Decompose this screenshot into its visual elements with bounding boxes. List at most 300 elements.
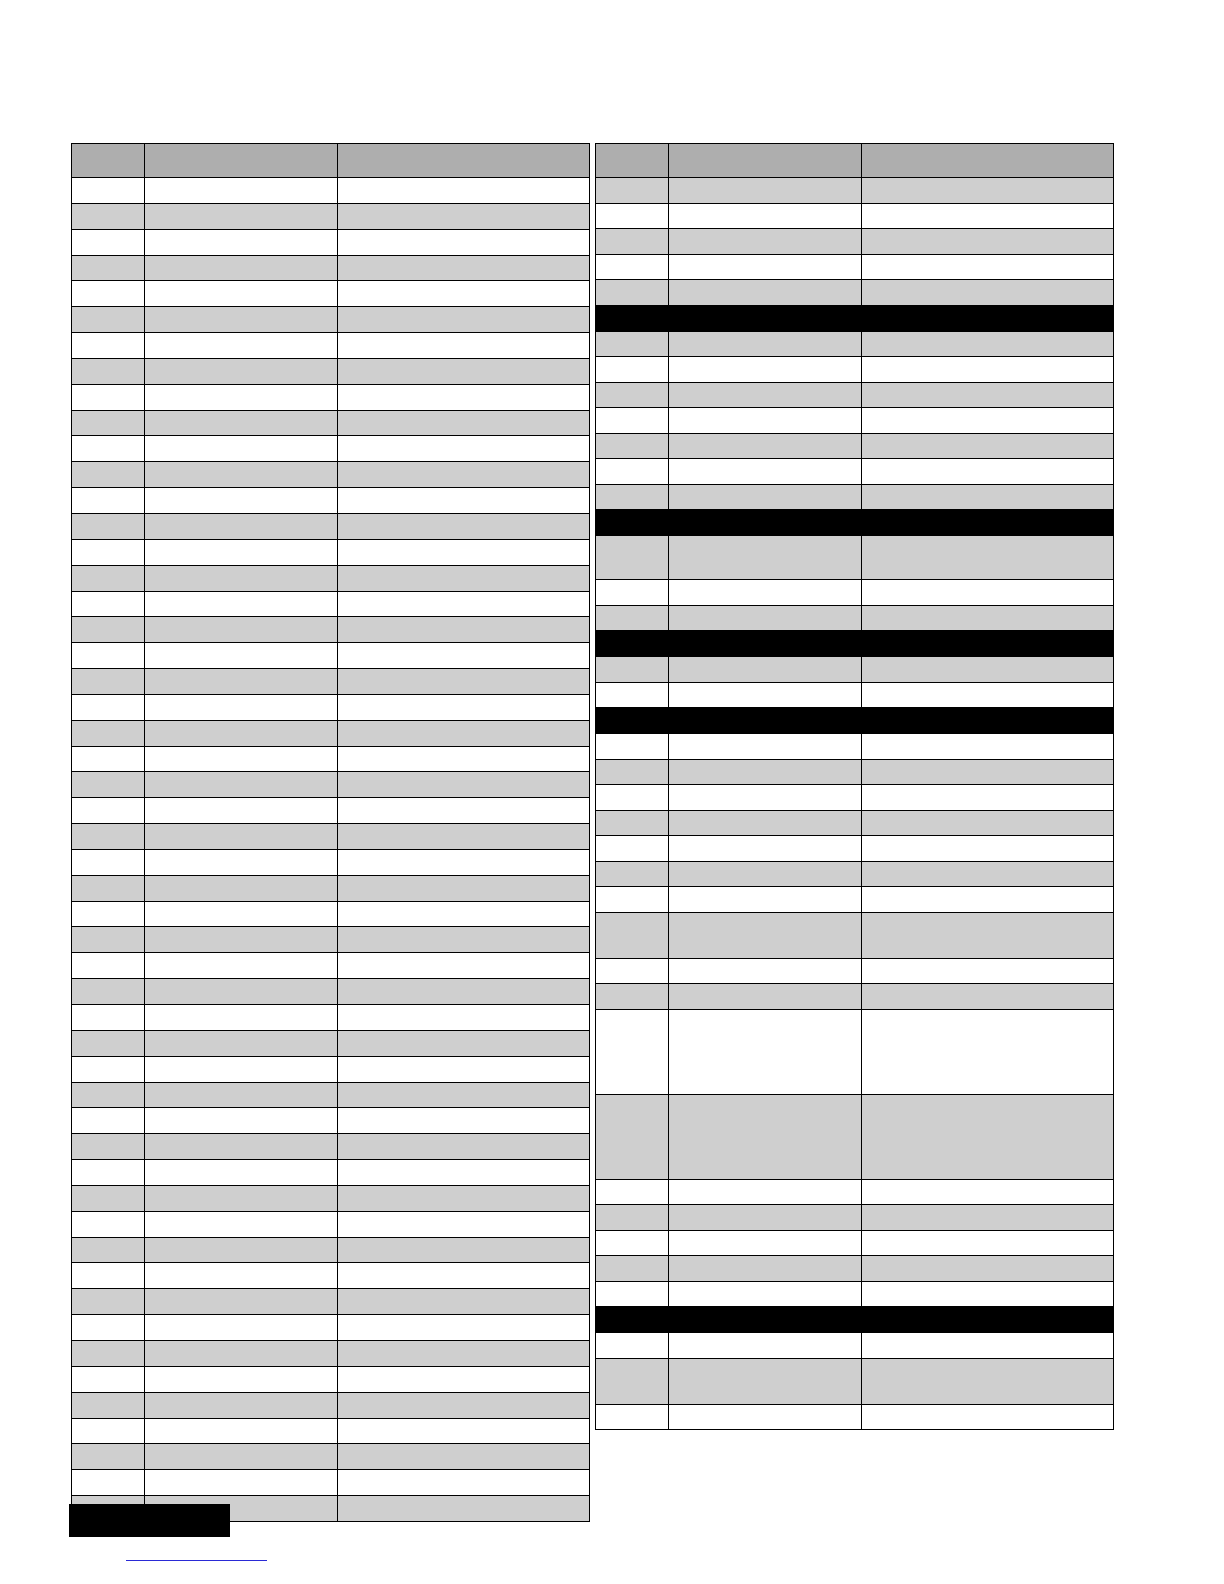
table-cell: [596, 203, 669, 229]
table-cell: [862, 178, 1114, 204]
table-row: [596, 759, 1114, 785]
table-cell: [338, 1289, 590, 1315]
table-row: [72, 953, 590, 979]
table-cell: [862, 331, 1114, 357]
header-cell: [596, 144, 669, 178]
table-cell: [145, 953, 338, 979]
table-row: [596, 580, 1114, 606]
table-cell: [72, 927, 145, 953]
table-cell: [145, 1134, 338, 1160]
table-row: [596, 861, 1114, 887]
table-cell: [669, 1230, 862, 1256]
table-row: [72, 255, 590, 281]
table-row: [72, 488, 590, 514]
table-cell: [862, 382, 1114, 408]
table-cell: [338, 798, 590, 824]
table-cell: [145, 1315, 338, 1341]
table-row: [72, 1315, 590, 1341]
table-cell: [669, 1205, 862, 1231]
table-cell: [72, 565, 145, 591]
table-row: [596, 382, 1114, 408]
table-cell: [145, 927, 338, 953]
table-row: [72, 979, 590, 1005]
table-cell: [338, 643, 590, 669]
table-cell: [669, 682, 862, 708]
table-cell: [596, 810, 669, 836]
table-cell: [338, 281, 590, 307]
table-cell: [669, 887, 862, 913]
table-cell: [72, 488, 145, 514]
table-cell: [145, 824, 338, 850]
table-cell: [596, 1094, 669, 1179]
table-cell: [338, 410, 590, 436]
table-row: [72, 875, 590, 901]
table-cell: [862, 280, 1114, 306]
table-row: [596, 459, 1114, 485]
table-cell: [338, 565, 590, 591]
table-cell: [338, 1392, 590, 1418]
table-row: [596, 958, 1114, 984]
table-cell: [669, 1256, 862, 1282]
table-row: [596, 887, 1114, 913]
table-cell: [145, 1470, 338, 1496]
table-row: [596, 1230, 1114, 1256]
table-cell: [145, 358, 338, 384]
table-cell: [338, 694, 590, 720]
table-cell: [862, 912, 1114, 958]
header-cell: [145, 144, 338, 178]
table-cell: [669, 734, 862, 760]
table-cell: [669, 382, 862, 408]
table-row: [72, 1185, 590, 1211]
table-cell: [596, 734, 669, 760]
table-cell: [669, 331, 862, 357]
table-cell: [596, 887, 669, 913]
table-row: [596, 331, 1114, 357]
footer-link[interactable]: [126, 1546, 267, 1561]
table-row: [72, 669, 590, 695]
table-cell: [669, 203, 862, 229]
table-row: [72, 1005, 590, 1031]
table-cell: [72, 1160, 145, 1186]
table-row: [72, 1082, 590, 1108]
header-cell: [72, 144, 145, 178]
table-cell: [72, 1108, 145, 1134]
table-row: [72, 281, 590, 307]
table-cell: [72, 539, 145, 565]
table-cell: [145, 307, 338, 333]
table-cell: [596, 861, 669, 887]
table-cell: [72, 1082, 145, 1108]
table-cell: [72, 875, 145, 901]
table-cell: [72, 1315, 145, 1341]
table-row: [72, 1366, 590, 1392]
table-cell: [72, 1444, 145, 1470]
table-cell: [72, 1056, 145, 1082]
table-cell: [862, 459, 1114, 485]
table-cell: [862, 433, 1114, 459]
table-cell: [338, 436, 590, 462]
table-cell: [669, 484, 862, 510]
table-cell: [862, 1358, 1114, 1404]
table-cell: [862, 861, 1114, 887]
table-row: [72, 1444, 590, 1470]
table-row: [596, 254, 1114, 280]
table-row: [596, 357, 1114, 383]
table-cell: [596, 254, 669, 280]
table-row: [596, 734, 1114, 760]
table-cell: [145, 849, 338, 875]
table-cell: [72, 669, 145, 695]
table-cell: [72, 591, 145, 617]
table-cell: [72, 1030, 145, 1056]
table-cell: [145, 1185, 338, 1211]
table-row: [596, 433, 1114, 459]
table-cell: [669, 229, 862, 255]
table-row: [596, 912, 1114, 958]
table-cell: [72, 255, 145, 281]
table-row: [72, 1211, 590, 1237]
table-cell: [669, 1358, 862, 1404]
table-cell: [145, 669, 338, 695]
table-cell: [596, 229, 669, 255]
table-cell: [669, 836, 862, 862]
table-cell: [338, 488, 590, 514]
table-cell: [145, 539, 338, 565]
table-cell: [669, 1094, 862, 1179]
table-cell: [862, 1094, 1114, 1179]
table-cell: [338, 1056, 590, 1082]
table-cell: [862, 657, 1114, 683]
table-cell: [72, 1340, 145, 1366]
table-cell: [669, 657, 862, 683]
table-cell: [596, 382, 669, 408]
table-cell: [338, 255, 590, 281]
table-row: [596, 984, 1114, 1010]
table-row: [72, 927, 590, 953]
left-table: [71, 143, 590, 1522]
table-cell: [72, 1134, 145, 1160]
table-cell: [669, 580, 862, 606]
table-cell: [596, 605, 669, 631]
table-cell: [338, 1185, 590, 1211]
table-cell: [145, 436, 338, 462]
table-cell: [72, 178, 145, 204]
table-row: [72, 720, 590, 746]
table-cell: [596, 1256, 669, 1282]
table-row: [72, 565, 590, 591]
table-row: [596, 1358, 1114, 1404]
table-row: [72, 1134, 590, 1160]
table-cell: [862, 1333, 1114, 1359]
table-cell: [338, 1005, 590, 1031]
table-cell: [145, 798, 338, 824]
table-cell: [669, 1333, 862, 1359]
table-cell: [338, 1444, 590, 1470]
table-row: [596, 1179, 1114, 1205]
table-cell: [72, 1211, 145, 1237]
table-cell: [596, 1281, 669, 1307]
table-cell: [72, 1185, 145, 1211]
table-cell: [145, 281, 338, 307]
table-cell: [862, 682, 1114, 708]
table-cell: [669, 408, 862, 434]
table-cell: [72, 953, 145, 979]
table-cell: [669, 433, 862, 459]
table-cell: [669, 1404, 862, 1430]
table-cell: [862, 1009, 1114, 1094]
table-cell: [338, 1082, 590, 1108]
table-cell: [596, 657, 669, 683]
table-cell: [145, 255, 338, 281]
table-row: [72, 617, 590, 643]
table-cell: [72, 1392, 145, 1418]
table-cell: [72, 462, 145, 488]
table-cell: [72, 798, 145, 824]
table-cell: [145, 1030, 338, 1056]
table-cell: [145, 488, 338, 514]
table-cell: [596, 785, 669, 811]
table-cell: [72, 384, 145, 410]
table-cell: [669, 1179, 862, 1205]
table-cell: [145, 1108, 338, 1134]
table-cell: [338, 1134, 590, 1160]
header-cell: [862, 144, 1114, 178]
table-cell: [72, 513, 145, 539]
table-cell: [145, 772, 338, 798]
table-cell: [145, 178, 338, 204]
table-row: [596, 1094, 1114, 1179]
table-row: [72, 436, 590, 462]
header-cell: [338, 144, 590, 178]
table-row: [72, 333, 590, 359]
table-cell: [669, 605, 862, 631]
table-cell: [145, 1289, 338, 1315]
table-cell: [862, 836, 1114, 862]
section-header-row: [596, 305, 1114, 331]
table-cell: [338, 1108, 590, 1134]
table-cell: [338, 953, 590, 979]
table-cell: [338, 1211, 590, 1237]
table-cell: [338, 1470, 590, 1496]
table-cell: [338, 384, 590, 410]
table-cell: [145, 513, 338, 539]
table-cell: [862, 958, 1114, 984]
left-table-header: [72, 144, 590, 178]
table-cell: [145, 979, 338, 1005]
table-cell: [862, 254, 1114, 280]
table-row: [72, 1237, 590, 1263]
table-cell: [145, 1392, 338, 1418]
table-row: [596, 605, 1114, 631]
table-cell: [596, 912, 669, 958]
table-cell: [596, 580, 669, 606]
table-cell: [72, 1289, 145, 1315]
table-cell: [338, 1366, 590, 1392]
table-cell: [596, 1179, 669, 1205]
table-cell: [72, 410, 145, 436]
table-cell: [862, 887, 1114, 913]
table-row: [596, 229, 1114, 255]
table-row: [596, 1256, 1114, 1282]
table-row: [596, 536, 1114, 580]
table-cell: [862, 785, 1114, 811]
table-cell: [72, 979, 145, 1005]
table-cell: [338, 1496, 590, 1522]
table-cell: [72, 901, 145, 927]
table-cell: [145, 565, 338, 591]
right-table-body: [596, 178, 1114, 1430]
table-cell: [145, 462, 338, 488]
table-cell: [72, 849, 145, 875]
table-cell: [338, 669, 590, 695]
table-cell: [596, 1404, 669, 1430]
table-cell: [669, 178, 862, 204]
table-row: [72, 229, 590, 255]
table-cell: [72, 1263, 145, 1289]
table-cell: [145, 1056, 338, 1082]
table-row: [596, 1333, 1114, 1359]
table-cell: [862, 408, 1114, 434]
table-cell: [72, 203, 145, 229]
section-header-row: [596, 510, 1114, 536]
table-cell: [669, 984, 862, 1010]
table-cell: [338, 772, 590, 798]
table-cell: [145, 591, 338, 617]
table-cell: [72, 720, 145, 746]
table-row: [72, 410, 590, 436]
table-row: [596, 1404, 1114, 1430]
table-cell: [596, 1230, 669, 1256]
table-row: [72, 849, 590, 875]
table-cell: [596, 1333, 669, 1359]
table-cell: [669, 759, 862, 785]
table-cell: [862, 605, 1114, 631]
table-cell: [596, 682, 669, 708]
table-cell: [862, 1205, 1114, 1231]
table-cell: [862, 1256, 1114, 1282]
table-cell: [72, 307, 145, 333]
table-row: [596, 280, 1114, 306]
table-cell: [145, 1340, 338, 1366]
table-cell: [862, 580, 1114, 606]
table-cell: [596, 280, 669, 306]
table-cell: [338, 875, 590, 901]
table-cell: [338, 1418, 590, 1444]
section-header-label: [596, 708, 1114, 734]
table-cell: [596, 484, 669, 510]
table-cell: [145, 1237, 338, 1263]
table-row: [72, 1418, 590, 1444]
table-cell: [338, 824, 590, 850]
table-cell: [145, 1444, 338, 1470]
table-cell: [862, 984, 1114, 1010]
footer-label-bar: [69, 1504, 230, 1537]
table-cell: [72, 229, 145, 255]
table-row: [72, 1340, 590, 1366]
table-cell: [72, 772, 145, 798]
table-cell: [596, 958, 669, 984]
table-cell: [72, 358, 145, 384]
section-header-row: [596, 708, 1114, 734]
table-row: [596, 203, 1114, 229]
section-header-row: [596, 631, 1114, 657]
table-cell: [72, 824, 145, 850]
table-cell: [596, 984, 669, 1010]
table-cell: [145, 746, 338, 772]
table-cell: [145, 229, 338, 255]
table-cell: [145, 1366, 338, 1392]
table-cell: [596, 759, 669, 785]
table-cell: [338, 229, 590, 255]
table-cell: [145, 410, 338, 436]
table-cell: [669, 810, 862, 836]
table-cell: [669, 861, 862, 887]
table-cell: [338, 1263, 590, 1289]
table-cell: [72, 281, 145, 307]
table-cell: [338, 1030, 590, 1056]
table-cell: [669, 254, 862, 280]
table-cell: [338, 979, 590, 1005]
table-cell: [338, 1340, 590, 1366]
table-cell: [862, 810, 1114, 836]
table-cell: [145, 1160, 338, 1186]
table-row: [596, 657, 1114, 683]
table-row: [72, 772, 590, 798]
table-row: [72, 178, 590, 204]
table-cell: [596, 1009, 669, 1094]
table-row: [72, 462, 590, 488]
table-cell: [669, 958, 862, 984]
table-row: [596, 1281, 1114, 1307]
table-cell: [669, 1009, 862, 1094]
table-cell: [596, 836, 669, 862]
table-row: [72, 1056, 590, 1082]
table-cell: [338, 462, 590, 488]
table-row: [596, 810, 1114, 836]
table-cell: [145, 1418, 338, 1444]
table-cell: [72, 1470, 145, 1496]
table-cell: [669, 1281, 862, 1307]
table-row: [72, 1030, 590, 1056]
table-cell: [862, 484, 1114, 510]
table-row: [72, 1108, 590, 1134]
table-cell: [669, 459, 862, 485]
table-cell: [862, 357, 1114, 383]
table-row: [596, 836, 1114, 862]
table-cell: [72, 1005, 145, 1031]
table-cell: [596, 1205, 669, 1231]
table-cell: [338, 720, 590, 746]
table-cell: [669, 280, 862, 306]
section-header-label: [596, 510, 1114, 536]
table-row: [72, 694, 590, 720]
section-header-label: [596, 631, 1114, 657]
table-cell: [669, 357, 862, 383]
table-row: [72, 798, 590, 824]
table-cell: [72, 617, 145, 643]
table-cell: [72, 1418, 145, 1444]
table-cell: [596, 357, 669, 383]
table-row: [72, 1470, 590, 1496]
table-cell: [669, 785, 862, 811]
table-row: [596, 785, 1114, 811]
table-cell: [145, 333, 338, 359]
table-row: [596, 1205, 1114, 1231]
table-cell: [338, 849, 590, 875]
table-cell: [145, 1263, 338, 1289]
table-cell: [596, 408, 669, 434]
